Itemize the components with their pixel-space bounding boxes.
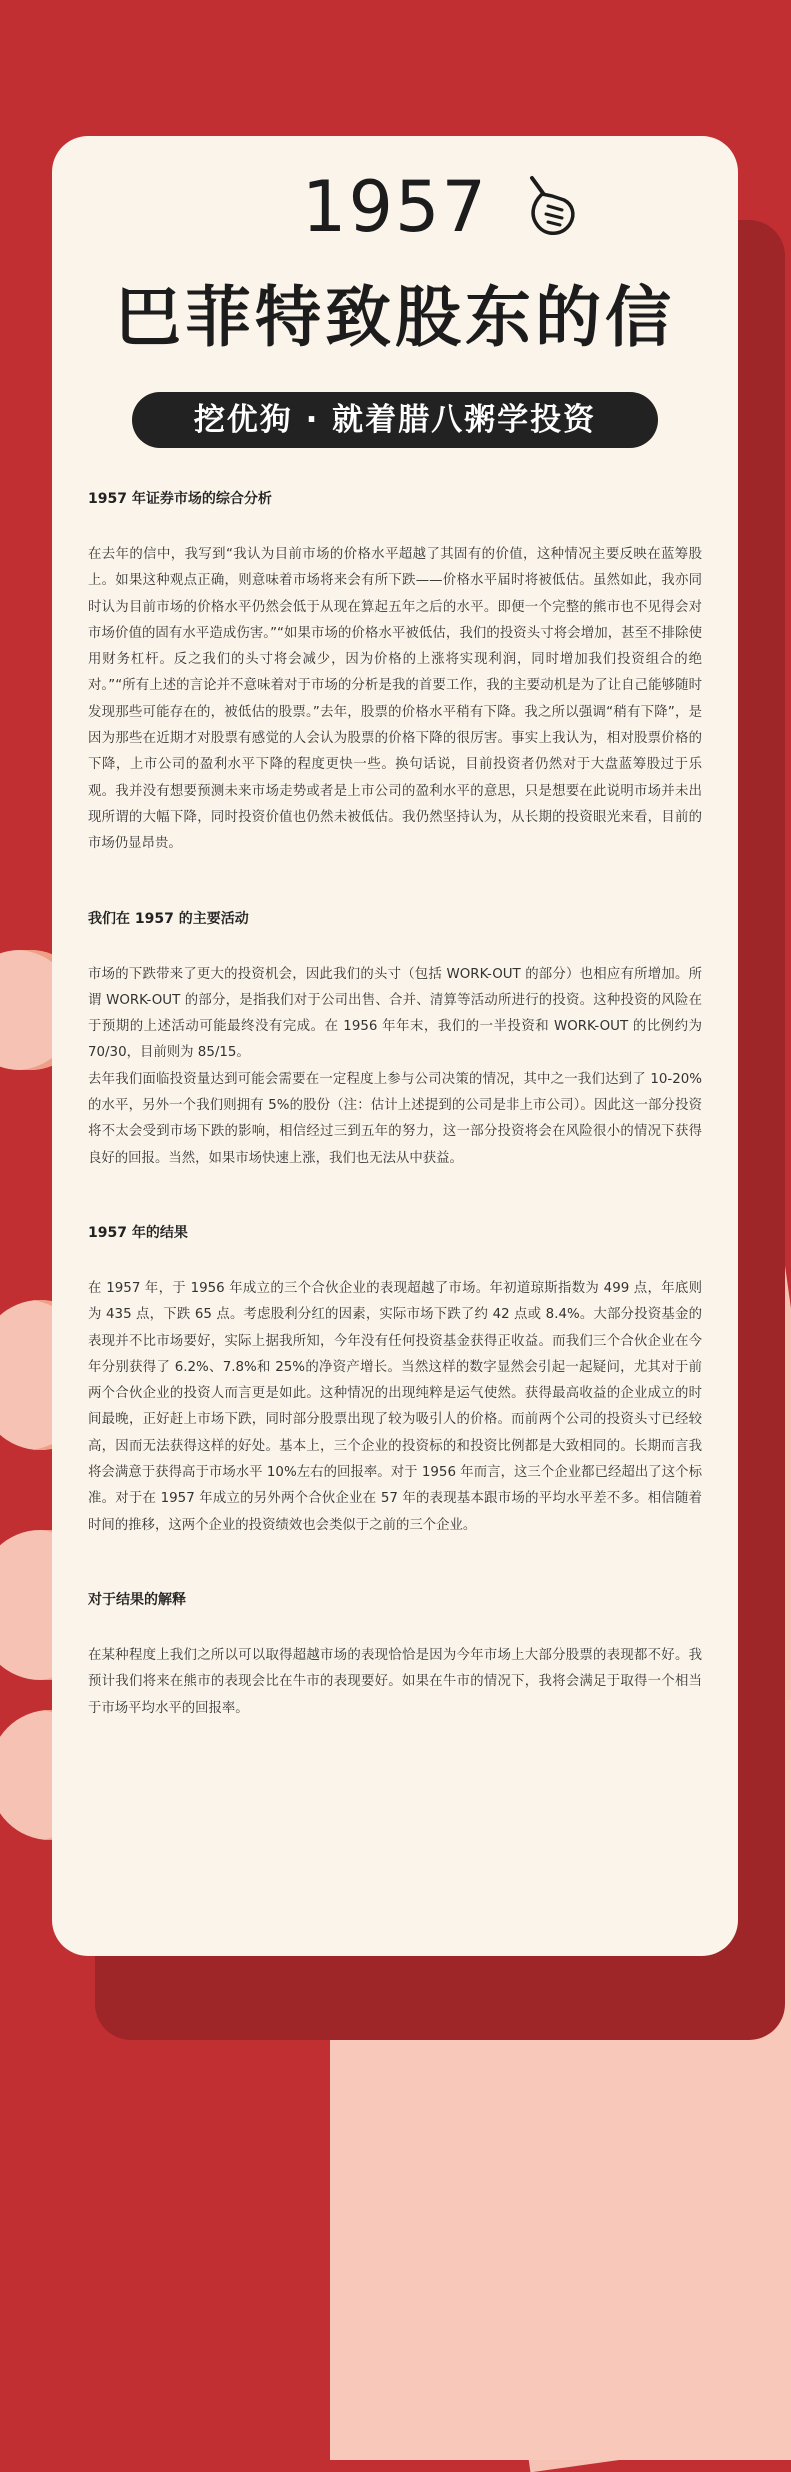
title-year: 1957 [301, 166, 489, 248]
letter-content [88, 488, 702, 1752]
section-paragraph: 市场的下跌带来了更大的投资机会，因此我们的头寸（包括 WORK-OUT 的部分）也相应有所增加。所谓 WORK-OUT 的部分，是指我们对于公司出售、合并、清算等活动所进行的投资。这种投资的风险在于预期的上述活动可能最终没有完成。在 1956 年年末，我们的一半投资和 WORK-OUT 的比例约为 70/30，目前则为 85/15。 [88, 966, 702, 1061]
section-heading: 1957 年证券市场的综合分析 [88, 491, 272, 507]
letter-card [52, 136, 738, 1956]
section-paragraph: 在去年的信中，我写到“我认为目前市场的价格水平超越了其固有的价值，这种情况主要反映在蓝筹股上。如果这种观点正确，则意味着市场将来会有所下跌——价格水平届时将被低估。虽然如此，我亦同时认为目前市场的价格水平仍然会低于从现在算起五年之后的水平。即便一个完整的熊市也不见得会对市场价值的固有水平造成伤害。”“如果市场的价格水平被低估，我们的投资头寸将会增加，甚至不排除使用财务杠杆。反之我们的头寸将会减少，因为价格的上涨将实现利润，同时增加我们投资组合的绝对。”“所有上述的言论并不意味着对于市场的分析是我的首要工作，我的主要动机是为了让自己能够随时发现那些可能存在的，被低估的股票。”去年，股票的价格水平稍有下降。我之所以强调“稍有下降”，是因为那些在近期才对股票有感觉的人会认为股票的价格下降的很厉害。事实上我认为，相对股票价格的下降，上市公司的盈利水平下降的程度更快一些。换句话说，目前投资者仍然对于大盘蓝筹股过于乐观。我并没有想要预测未来市场走势或者是上市公司的盈利水平的意思，只是想要在此说明市场并未出现所谓的大幅下降，同时投资价值也仍然未被低估。我仍然坚持认为，从长期的投资眼光来看，目前的市场仍显昂贵。 [88, 547, 702, 852]
section-heading: 我们在 1957 的主要活动 [88, 910, 249, 927]
section-heading: 1957 年的结果 [88, 1224, 188, 1241]
section-paragraph: 在某种程度上我们之所以可以取得超越市场的表现恰恰是因为今年市场上大部分股票的表现都不好。我预计我们将来在熊市的表现会比在牛市的表现要好。如果在牛市的情况下，我将会满足于取得一个相当于市场平均水平的回报率。 [88, 1647, 702, 1716]
subtitle-badge: 挖优狗 · 就着腊八粥学投资 [132, 392, 658, 448]
section-paragraph: 在 1957 年，于 1956 年成立的三个合伙企业的表现超越了市场。年初道琼斯指数为 499 点，年底则为 435 点，下跌 65 点。考虑股利分红的因素，实际市场下跌了约 42 点或 8.4%。大部分投资基金的表现并不比市场要好，实际上据我所知，今年没有任何投资基金获得正收益。而我们三个合伙企业在今年分别获得了 6.2%、7.8%和 25%的净资产增长。当然这样的数字显然会引起一起疑问，尤其对于前两个合伙企业的投资人而言更是如此。这种情况的出现纯粹是运气使然。获得最高收益的企业成立的时间最晚，正好赶上市场下跌，同时部分股票出现了较为吸引人的价格。而前两个公司的投资头寸已经较高，因而无法获得这样的好处。基本上，三个企业的投资标的和投资比例都是大致相同的。长期而言我将会满意于获得高于市场水平 10%左右的回报率。对于 1956 年而言，这三个企业都已经超出了这个标准。对于在 1957 年成立的另外两个合伙企业在 57 年的表现基本跟市场的平均水平差不多。相信随着时间的推移，这两个企业的投资绩效也会类似于之前的三个企业。 [88, 1280, 702, 1533]
pointing-hand-icon [522, 170, 578, 246]
page-title: 巴菲特致股东的信 [115, 279, 675, 356]
section-paragraph: 去年我们面临投资量达到可能会需要在一定程度上参与公司决策的情况，其中之一我们达到了 10-20%的水平，另外一个我们则拥有 5%的股份（注：估计上述提到的公司是非上市公司）。因此这一部分投资将不太会受到市场下跌的影响，相信经过三到五年的努力，这一部分投资将会在风险很小的情况下获得良好的回报。当然，如果市场快速上涨，我们也无法从中获益。 [88, 1071, 702, 1166]
section-heading: 对于结果的解释 [88, 1591, 186, 1608]
